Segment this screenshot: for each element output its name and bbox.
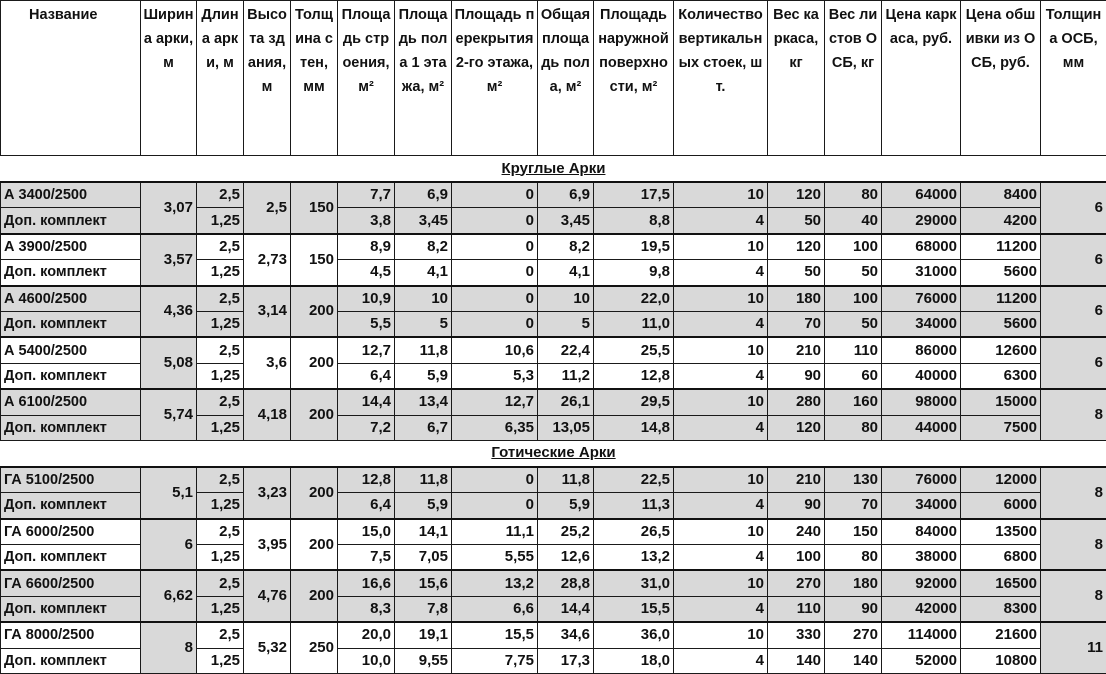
cell-floor1-area: 7,8	[395, 596, 452, 622]
cell-building-area: 7,7	[338, 182, 395, 208]
cell-outer-surface-area: 11,3	[594, 493, 674, 519]
cell-total-floor-area: 26,1	[538, 389, 594, 415]
cell-outer-surface-area: 18,0	[594, 648, 674, 673]
cell-name: А 6100/2500	[1, 389, 141, 415]
cell-width: 3,57	[141, 234, 197, 286]
header-name: Название	[1, 1, 141, 156]
cell-building-area: 14,4	[338, 389, 395, 415]
cell-name: Доп. комплект	[1, 260, 141, 286]
cell-floor2-area: 0	[452, 311, 538, 337]
table-header	[1, 1, 1106, 156]
table-body	[1, 156, 1106, 674]
cell-floor2-area: 15,5	[452, 622, 538, 648]
cell-outer-surface-area: 31,0	[594, 570, 674, 596]
cell-floor2-area: 0	[452, 286, 538, 312]
cell-osb-price: 7500	[961, 415, 1041, 440]
cell-name: ГА 8000/2500	[1, 622, 141, 648]
cell-floor2-area: 6,35	[452, 415, 538, 440]
cell-vertical-posts: 10	[674, 467, 768, 493]
cell-total-floor-area: 5,9	[538, 493, 594, 519]
cell-osb-thickness: 8	[1041, 467, 1106, 519]
header-osb-thickness: Толщина ОСБ, мм	[1041, 1, 1106, 156]
cell-frame-weight: 180	[768, 286, 825, 312]
header-wall-thickness: Толщина стен, мм	[291, 1, 338, 156]
cell-building-area: 3,8	[338, 208, 395, 234]
cell-building-area: 4,5	[338, 260, 395, 286]
cell-building-area: 16,6	[338, 570, 395, 596]
cell-width: 5,08	[141, 337, 197, 389]
cell-floor2-area: 0	[452, 208, 538, 234]
cell-frame-weight: 120	[768, 234, 825, 260]
cell-total-floor-area: 17,3	[538, 648, 594, 673]
cell-name: Доп. комплект	[1, 648, 141, 673]
cell-outer-surface-area: 13,2	[594, 545, 674, 571]
cell-name: Доп. комплект	[1, 208, 141, 234]
cell-building-area: 6,4	[338, 493, 395, 519]
cell-osb-thickness: 6	[1041, 234, 1106, 286]
cell-osb-price: 4200	[961, 208, 1041, 234]
cell-osb-thickness: 8	[1041, 570, 1106, 622]
cell-floor2-area: 0	[452, 493, 538, 519]
cell-outer-surface-area: 36,0	[594, 622, 674, 648]
cell-floor2-area: 6,6	[452, 596, 538, 622]
cell-osb-price: 10800	[961, 648, 1041, 673]
table-row-main	[1, 182, 1106, 208]
cell-osb-weight: 270	[825, 622, 882, 648]
cell-floor1-area: 5,9	[395, 363, 452, 389]
cell-building-area: 8,3	[338, 596, 395, 622]
cell-building-area: 12,7	[338, 337, 395, 363]
cell-vertical-posts: 4	[674, 648, 768, 673]
table-row-main	[1, 337, 1106, 363]
cell-total-floor-area: 8,2	[538, 234, 594, 260]
cell-length: 1,25	[197, 596, 244, 622]
cell-length: 1,25	[197, 648, 244, 673]
cell-vertical-posts: 4	[674, 208, 768, 234]
cell-name: ГА 6000/2500	[1, 519, 141, 545]
cell-vertical-posts: 4	[674, 493, 768, 519]
cell-osb-price: 12600	[961, 337, 1041, 363]
cell-osb-price: 11200	[961, 234, 1041, 260]
cell-length: 1,25	[197, 260, 244, 286]
cell-osb-weight: 80	[825, 415, 882, 440]
cell-floor2-area: 7,75	[452, 648, 538, 673]
cell-outer-surface-area: 25,5	[594, 337, 674, 363]
cell-osb-price: 21600	[961, 622, 1041, 648]
cell-osb-weight: 100	[825, 234, 882, 260]
cell-floor2-area: 11,1	[452, 519, 538, 545]
cell-total-floor-area: 25,2	[538, 519, 594, 545]
cell-outer-surface-area: 22,0	[594, 286, 674, 312]
cell-osb-weight: 160	[825, 389, 882, 415]
cell-vertical-posts: 4	[674, 363, 768, 389]
cell-osb-price: 11200	[961, 286, 1041, 312]
cell-length: 2,5	[197, 182, 244, 208]
cell-frame-price: 84000	[882, 519, 961, 545]
cell-floor2-area: 5,55	[452, 545, 538, 571]
cell-outer-surface-area: 17,5	[594, 182, 674, 208]
cell-floor1-area: 11,8	[395, 337, 452, 363]
cell-frame-price: 68000	[882, 234, 961, 260]
cell-length: 2,5	[197, 337, 244, 363]
cell-frame-price: 34000	[882, 311, 961, 337]
cell-vertical-posts: 10	[674, 622, 768, 648]
cell-osb-weight: 130	[825, 467, 882, 493]
cell-osb-weight: 80	[825, 545, 882, 571]
cell-frame-price: 76000	[882, 467, 961, 493]
cell-outer-surface-area: 22,5	[594, 467, 674, 493]
header-vertical-posts: Количество вертикальных стоек, шт.	[674, 1, 768, 156]
cell-width: 6	[141, 519, 197, 571]
cell-length: 1,25	[197, 208, 244, 234]
cell-total-floor-area: 10	[538, 286, 594, 312]
cell-outer-surface-area: 11,0	[594, 311, 674, 337]
cell-floor2-area: 12,7	[452, 389, 538, 415]
cell-frame-price: 114000	[882, 622, 961, 648]
cell-length: 1,25	[197, 493, 244, 519]
cell-osb-weight: 150	[825, 519, 882, 545]
cell-total-floor-area: 11,2	[538, 363, 594, 389]
cell-frame-weight: 110	[768, 596, 825, 622]
header-building-area: Площадь строения, м²	[338, 1, 395, 156]
cell-frame-price: 38000	[882, 545, 961, 571]
header-outer-surface-area: Площадь наружной поверхности, м²	[594, 1, 674, 156]
cell-frame-price: 42000	[882, 596, 961, 622]
cell-floor1-area: 14,1	[395, 519, 452, 545]
cell-wall-thickness: 200	[291, 570, 338, 622]
cell-frame-weight: 50	[768, 260, 825, 286]
cell-frame-weight: 210	[768, 467, 825, 493]
cell-name: Доп. комплект	[1, 363, 141, 389]
cell-name: Доп. комплект	[1, 493, 141, 519]
cell-floor2-area: 10,6	[452, 337, 538, 363]
cell-floor1-area: 5	[395, 311, 452, 337]
cell-floor1-area: 6,9	[395, 182, 452, 208]
cell-total-floor-area: 3,45	[538, 208, 594, 234]
cell-floor1-area: 15,6	[395, 570, 452, 596]
cell-osb-price: 12000	[961, 467, 1041, 493]
cell-length: 2,5	[197, 570, 244, 596]
header-length: Длина арки, м	[197, 1, 244, 156]
cell-frame-weight: 210	[768, 337, 825, 363]
cell-floor2-area: 5,3	[452, 363, 538, 389]
cell-osb-thickness: 6	[1041, 182, 1106, 234]
cell-vertical-posts: 4	[674, 596, 768, 622]
cell-floor1-area: 9,55	[395, 648, 452, 673]
header-osb-weight: Вес листов ОСБ, кг	[825, 1, 882, 156]
cell-building-area: 5,5	[338, 311, 395, 337]
cell-length: 2,5	[197, 467, 244, 493]
cell-building-area: 12,8	[338, 467, 395, 493]
cell-floor1-area: 8,2	[395, 234, 452, 260]
cell-frame-price: 92000	[882, 570, 961, 596]
cell-floor1-area: 6,7	[395, 415, 452, 440]
cell-total-floor-area: 5	[538, 311, 594, 337]
cell-vertical-posts: 10	[674, 519, 768, 545]
cell-floor1-area: 5,9	[395, 493, 452, 519]
cell-vertical-posts: 4	[674, 311, 768, 337]
cell-frame-price: 98000	[882, 389, 961, 415]
cell-height: 5,32	[244, 622, 291, 673]
cell-length: 2,5	[197, 622, 244, 648]
cell-height: 4,76	[244, 570, 291, 622]
cell-frame-price: 31000	[882, 260, 961, 286]
cell-frame-weight: 100	[768, 545, 825, 571]
header-floor2-area: Площадь перекрытия 2-го этажа, м²	[452, 1, 538, 156]
cell-frame-weight: 280	[768, 389, 825, 415]
cell-osb-weight: 40	[825, 208, 882, 234]
cell-building-area: 8,9	[338, 234, 395, 260]
cell-width: 3,07	[141, 182, 197, 234]
cell-vertical-posts: 10	[674, 286, 768, 312]
cell-frame-price: 64000	[882, 182, 961, 208]
cell-osb-price: 5600	[961, 311, 1041, 337]
cell-frame-price: 29000	[882, 208, 961, 234]
cell-osb-thickness: 8	[1041, 389, 1106, 440]
cell-osb-weight: 180	[825, 570, 882, 596]
cell-osb-thickness: 8	[1041, 519, 1106, 571]
cell-total-floor-area: 4,1	[538, 260, 594, 286]
cell-total-floor-area: 28,8	[538, 570, 594, 596]
cell-vertical-posts: 10	[674, 389, 768, 415]
section-title: Готические Арки	[1, 440, 1106, 467]
header-osb-price: Цена обшивки из ОСБ, руб.	[961, 1, 1041, 156]
cell-floor2-area: 13,2	[452, 570, 538, 596]
header-floor1-area: Площадь пола 1 этажа, м²	[395, 1, 452, 156]
cell-height: 3,23	[244, 467, 291, 519]
cell-frame-price: 40000	[882, 363, 961, 389]
cell-frame-weight: 50	[768, 208, 825, 234]
cell-outer-surface-area: 9,8	[594, 260, 674, 286]
cell-length: 1,25	[197, 363, 244, 389]
cell-frame-price: 52000	[882, 648, 961, 673]
table-row-main	[1, 467, 1106, 493]
cell-osb-weight: 70	[825, 493, 882, 519]
cell-building-area: 6,4	[338, 363, 395, 389]
cell-length: 1,25	[197, 311, 244, 337]
cell-frame-weight: 120	[768, 415, 825, 440]
section-row	[1, 440, 1106, 467]
cell-frame-price: 44000	[882, 415, 961, 440]
cell-wall-thickness: 200	[291, 519, 338, 571]
cell-length: 1,25	[197, 545, 244, 571]
cell-floor2-area: 0	[452, 260, 538, 286]
cell-name: ГА 5100/2500	[1, 467, 141, 493]
cell-building-area: 15,0	[338, 519, 395, 545]
cell-name: А 5400/2500	[1, 337, 141, 363]
cell-floor1-area: 3,45	[395, 208, 452, 234]
cell-osb-thickness: 11	[1041, 622, 1106, 673]
table-row-main	[1, 234, 1106, 260]
cell-frame-weight: 120	[768, 182, 825, 208]
cell-name: А 3400/2500	[1, 182, 141, 208]
cell-floor1-area: 13,4	[395, 389, 452, 415]
cell-building-area: 20,0	[338, 622, 395, 648]
cell-floor1-area: 7,05	[395, 545, 452, 571]
cell-width: 4,36	[141, 286, 197, 338]
cell-name: Доп. комплект	[1, 596, 141, 622]
cell-outer-surface-area: 15,5	[594, 596, 674, 622]
cell-length: 2,5	[197, 286, 244, 312]
cell-total-floor-area: 22,4	[538, 337, 594, 363]
cell-outer-surface-area: 29,5	[594, 389, 674, 415]
cell-outer-surface-area: 14,8	[594, 415, 674, 440]
section-row	[1, 156, 1106, 183]
cell-name: А 3900/2500	[1, 234, 141, 260]
header-total-floor-area: Общая площадь пола, м²	[538, 1, 594, 156]
cell-name: Доп. комплект	[1, 415, 141, 440]
cell-outer-surface-area: 19,5	[594, 234, 674, 260]
cell-osb-weight: 50	[825, 311, 882, 337]
cell-length: 2,5	[197, 519, 244, 545]
cell-osb-price: 16500	[961, 570, 1041, 596]
cell-osb-thickness: 6	[1041, 337, 1106, 389]
cell-width: 5,1	[141, 467, 197, 519]
header-width: Ширина арки, м	[141, 1, 197, 156]
cell-osb-price: 6000	[961, 493, 1041, 519]
cell-wall-thickness: 250	[291, 622, 338, 673]
cell-name: Доп. комплект	[1, 311, 141, 337]
cell-vertical-posts: 10	[674, 182, 768, 208]
cell-floor1-area: 19,1	[395, 622, 452, 648]
table-row-main	[1, 389, 1106, 415]
cell-total-floor-area: 34,6	[538, 622, 594, 648]
cell-total-floor-area: 14,4	[538, 596, 594, 622]
cell-osb-price: 8300	[961, 596, 1041, 622]
table-row-main	[1, 622, 1106, 648]
cell-frame-price: 76000	[882, 286, 961, 312]
cell-height: 4,18	[244, 389, 291, 440]
cell-outer-surface-area: 26,5	[594, 519, 674, 545]
cell-osb-weight: 80	[825, 182, 882, 208]
cell-wall-thickness: 150	[291, 234, 338, 286]
cell-outer-surface-area: 12,8	[594, 363, 674, 389]
cell-osb-price: 5600	[961, 260, 1041, 286]
cell-total-floor-area: 13,05	[538, 415, 594, 440]
cell-height: 2,5	[244, 182, 291, 234]
cell-length: 2,5	[197, 389, 244, 415]
cell-width: 8	[141, 622, 197, 673]
cell-vertical-posts: 10	[674, 234, 768, 260]
cell-floor1-area: 10	[395, 286, 452, 312]
cell-name: А 4600/2500	[1, 286, 141, 312]
cell-osb-price: 8400	[961, 182, 1041, 208]
cell-width: 5,74	[141, 389, 197, 440]
cell-building-area: 7,2	[338, 415, 395, 440]
cell-name: ГА 6600/2500	[1, 570, 141, 596]
cell-floor2-area: 0	[452, 234, 538, 260]
cell-vertical-posts: 4	[674, 545, 768, 571]
cell-osb-price: 6800	[961, 545, 1041, 571]
cell-vertical-posts: 10	[674, 337, 768, 363]
cell-vertical-posts: 10	[674, 570, 768, 596]
table-row-main	[1, 519, 1106, 545]
cell-total-floor-area: 12,6	[538, 545, 594, 571]
cell-wall-thickness: 200	[291, 389, 338, 440]
cell-building-area: 10,0	[338, 648, 395, 673]
cell-frame-weight: 330	[768, 622, 825, 648]
cell-osb-thickness: 6	[1041, 286, 1106, 338]
header-frame-price: Цена каркаса, руб.	[882, 1, 961, 156]
cell-wall-thickness: 150	[291, 182, 338, 234]
cell-osb-weight: 50	[825, 260, 882, 286]
cell-osb-weight: 60	[825, 363, 882, 389]
cell-total-floor-area: 6,9	[538, 182, 594, 208]
cell-frame-weight: 240	[768, 519, 825, 545]
cell-frame-weight: 90	[768, 493, 825, 519]
cell-frame-weight: 140	[768, 648, 825, 673]
cell-frame-price: 34000	[882, 493, 961, 519]
cell-frame-weight: 70	[768, 311, 825, 337]
cell-wall-thickness: 200	[291, 286, 338, 338]
cell-height: 2,73	[244, 234, 291, 286]
cell-height: 3,6	[244, 337, 291, 389]
section-title: Круглые Арки	[1, 156, 1106, 183]
cell-width: 6,62	[141, 570, 197, 622]
cell-wall-thickness: 200	[291, 467, 338, 519]
cell-osb-price: 15000	[961, 389, 1041, 415]
cell-frame-price: 86000	[882, 337, 961, 363]
cell-frame-weight: 270	[768, 570, 825, 596]
cell-outer-surface-area: 8,8	[594, 208, 674, 234]
cell-length: 2,5	[197, 234, 244, 260]
cell-osb-weight: 100	[825, 286, 882, 312]
cell-wall-thickness: 200	[291, 337, 338, 389]
header-height: Высота здания, м	[244, 1, 291, 156]
cell-total-floor-area: 11,8	[538, 467, 594, 493]
cell-osb-weight: 90	[825, 596, 882, 622]
cell-floor1-area: 11,8	[395, 467, 452, 493]
cell-building-area: 7,5	[338, 545, 395, 571]
cell-height: 3,95	[244, 519, 291, 571]
table-row-main	[1, 286, 1106, 312]
cell-floor1-area: 4,1	[395, 260, 452, 286]
cell-length: 1,25	[197, 415, 244, 440]
cell-osb-weight: 140	[825, 648, 882, 673]
header-frame-weight: Вес каркаса, кг	[768, 1, 825, 156]
table-row-main	[1, 570, 1106, 596]
cell-osb-weight: 110	[825, 337, 882, 363]
cell-floor2-area: 0	[452, 182, 538, 208]
cell-floor2-area: 0	[452, 467, 538, 493]
cell-osb-price: 6300	[961, 363, 1041, 389]
cell-vertical-posts: 4	[674, 260, 768, 286]
cell-name: Доп. комплект	[1, 545, 141, 571]
cell-building-area: 10,9	[338, 286, 395, 312]
cell-osb-price: 13500	[961, 519, 1041, 545]
cell-vertical-posts: 4	[674, 415, 768, 440]
cell-frame-weight: 90	[768, 363, 825, 389]
cell-height: 3,14	[244, 286, 291, 338]
